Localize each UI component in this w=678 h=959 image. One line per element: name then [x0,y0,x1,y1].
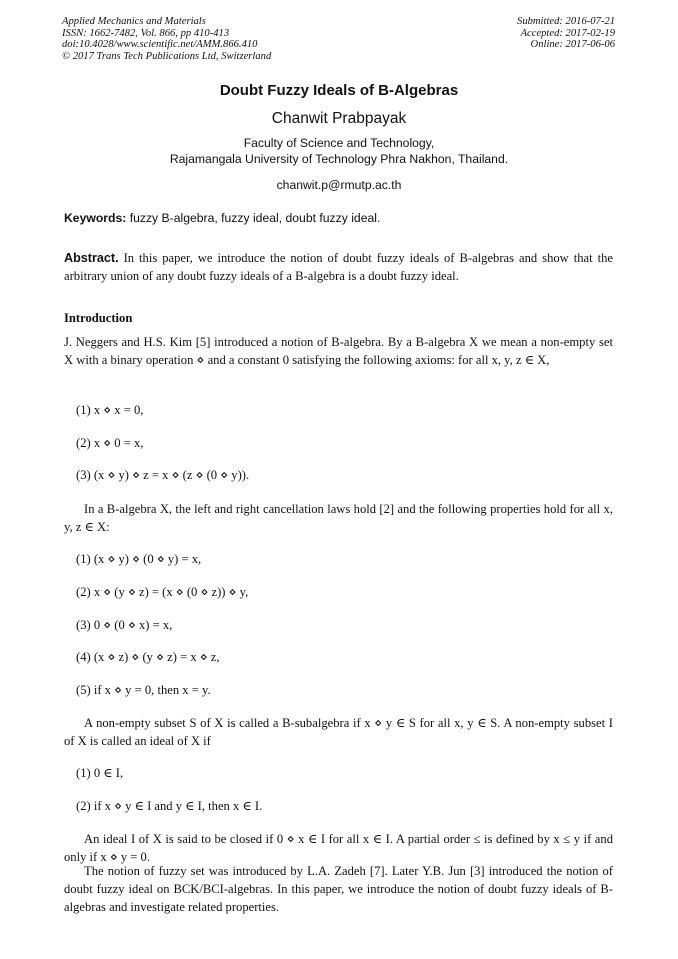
property-item: (4) (x ⋄ z) ⋄ (y ⋄ z) = x ⋄ z, [76,650,220,664]
paper-title: Doubt Fuzzy Ideals of B-Algebras [219,82,459,99]
ideal-condition-item: (2) if x ⋄ y ∈ I and y ∈ I, then x ∈ I. [76,799,263,813]
axiom-item: (2) x ⋄ 0 = x, [76,436,144,450]
axiom-item: (1) x ⋄ x = 0, [76,403,144,417]
intro-paragraph-5: The notion of fuzzy set was introduced by L.A. Zadeh [7]. Later Y.B. Jun [3] introduced the notion of doubt fuzzy ideal on BCK/BCI-algebras. In this paper, we introduce the notion of doubt fuzzy ideals of B-algebras and investigate related properties. [64,864,613,914]
intro-paragraph-1: J. Neggers and H.S. Kim [5] introduced a notion of B-algebra. By a B-algebra X we mean a non-empty set X with a binary operation ⋄ and a constant 0 satisfying the following axioms: for all x, y, z ∈ X, [64,335,613,367]
affiliation-line: Rajamangala University of Technology Phra Nakhon, Thailand. [169,151,509,166]
abstract-label: Abstract. [64,251,119,265]
affiliation-line: Faculty of Science and Technology, [243,136,435,150]
journal-copyright: © 2017 Trans Tech Publications Ltd, Switzerland [62,50,272,62]
journal-info [62,16,271,62]
author-affiliation [0,136,678,167]
property-item: (1) (x ⋄ y) ⋄ (0 ⋄ y) = x, [76,552,202,566]
keywords-label: Keywords: [64,211,127,225]
journal-doi: doi:10.4028/www.scientific.net/AMM.866.410 [62,39,258,51]
abstract [64,249,613,285]
property-item: (2) x ⋄ (y ⋄ z) = (x ⋄ (0 ⋄ z)) ⋄ y, [76,585,249,599]
submitted-date: Submitted: 2016-07-21 [517,16,615,27]
intro-paragraph-4: An ideal I of X is said to be closed if 0 ⋄ x ∈ I for all x ∈ I. A partial order ≤ is defined by x ≤ y if and only if x ⋄ y = 0. [64,832,613,864]
keywords-text: fuzzy B-algebra, fuzzy ideal, doubt fuzzy ideal. [126,211,381,225]
abstract-text: In this paper, we introduce the notion of doubt fuzzy ideals of B-algebras and show that the arbitrary union of any doubt fuzzy ideals of a B-algebra is a doubt fuzzy ideal. [64,251,613,283]
property-item: (3) 0 ⋄ (0 ⋄ x) = x, [76,618,173,632]
author-email: chanwit.p@rmutp.ac.th [276,178,402,192]
intro-paragraph-2: In a B-algebra X, the left and right cancellation laws hold [2] and the following properties hold for all x, y, z ∈ X: [64,502,613,534]
axiom-item: (3) (x ⋄ y) ⋄ z = x ⋄ (z ⋄ (0 ⋄ y)). [76,468,250,482]
ideal-condition-item: (1) 0 ∈ I, [76,766,124,780]
section-heading: Introduction [64,311,133,325]
property-item: (5) if x ⋄ y = 0, then x = y. [76,683,211,697]
keywords [64,211,614,225]
journal-name: Applied Mechanics and Materials [62,16,206,27]
online-date: Online: 2017-06-06 [530,39,615,51]
submission-dates [517,16,615,51]
journal-issn: ISSN: 1662-7482, Vol. 866, pp 410-413 [62,27,230,39]
intro-paragraph-3: A non-empty subset S of X is called a B-subalgebra if x ⋄ y ∈ S for all x, y ∈ S. A non-empty subset I of X is called an ideal of X if [64,716,613,748]
author-name: Chanwit Prabpayak [271,110,407,127]
accepted-date: Accepted: 2017-02-19 [520,27,615,39]
